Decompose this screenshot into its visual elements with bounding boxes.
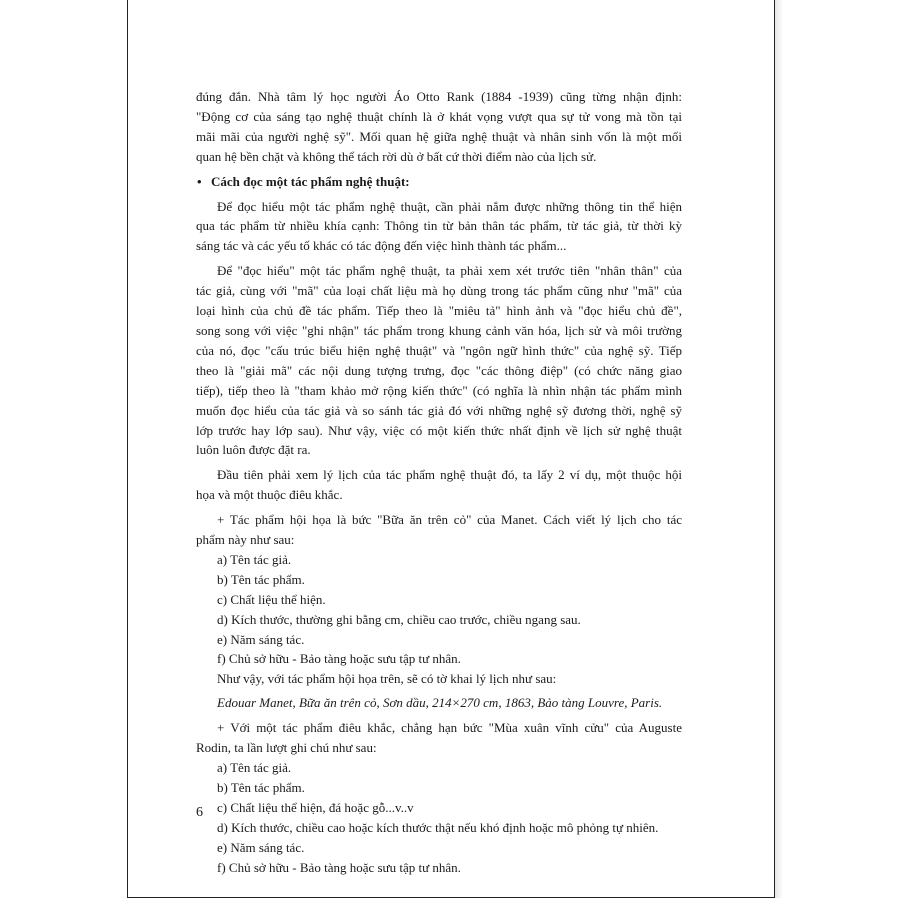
example-record: Edouar Manet, Bữa ăn trên cỏ, Sơn dầu, 214×270 cm, 1863, Bảo tàng Louvre, Paris. xyxy=(217,695,663,711)
page-body xyxy=(196,87,682,877)
list-item: e) Năm sáng tác. xyxy=(217,631,305,647)
text-line: mãi mãi của người nghệ sỹ". Mối quan hệ giữa nghệ thuật và nhân sinh vốn là một mối xyxy=(196,128,682,144)
list-item: b) Tên tác phẩm. xyxy=(217,571,305,587)
text-line: luôn luôn được đặt ra. xyxy=(196,442,311,458)
text-line: loại hình của chủ đề tác phẩm. Tiếp theo là "miêu tả" hình ảnh và "đọc hiểu chủ đề", xyxy=(196,303,682,319)
book-page xyxy=(127,0,775,898)
text-line: Rodin, ta lần lượt ghi chú như sau: xyxy=(196,740,377,756)
list-item: d) Kích thước, chiều cao hoặc kích thước thật nếu khó định hoặc mô phỏng tự nhiên. xyxy=(217,819,659,835)
page-shadow xyxy=(775,0,783,898)
text-line: tác giả, cùng với "mã" của loại chất liệu mà họ dùng trong tác phẩm cũng như "mã" của xyxy=(196,283,682,299)
page-number: 6 xyxy=(196,805,203,820)
text-line: sáng tác và các yếu tố khác có tác động đến việc hình thành tác phẩm... xyxy=(196,238,567,254)
text-line: đúng đắn. Nhà tâm lý học người Áo Otto Rank (1884 -1939) cũng từng nhận định: xyxy=(196,89,682,104)
text-line: "Động cơ của sáng tạo nghệ thuật chính là ở khát vọng vượt qua sự tử vong mà tồn tại xyxy=(196,108,682,124)
text-line: của nó, đọc "cấu trúc biểu hiện nghệ thuật" và "ngôn ngữ hình thức" của nghệ sỹ. Tiếp xyxy=(196,342,682,358)
list-item: c) Chất liệu thể hiện. xyxy=(217,591,326,607)
list-item: d) Kích thước, thường ghi bằng cm, chiều cao trước, chiều ngang sau. xyxy=(217,611,581,627)
bullet-icon: • xyxy=(197,173,202,189)
section-heading xyxy=(196,172,682,192)
text-line: muốn đọc hiểu của tác giả và so sánh tác giả đó với những nghệ sỹ đương thời, nghệ sỹ xyxy=(196,402,682,418)
list-item: f) Chủ sở hữu - Bảo tàng hoặc sưu tập tư nhân. xyxy=(217,859,461,875)
section-heading-text: Cách đọc một tác phẩm nghệ thuật: xyxy=(211,173,410,189)
list-item: c) Chất liệu thể hiện, đá hoặc gỗ...v..v xyxy=(217,799,414,815)
text-line: Đầu tiên phải xem lý lịch của tác phẩm nghệ thuật đó, ta lấy 2 ví dụ, một thuộc hội xyxy=(217,467,682,483)
list-item: b) Tên tác phẩm. xyxy=(217,779,305,795)
text-line: qua tác phẩm từ nhiều khía cạnh: Thông tin từ bản thân tác phẩm, từ tác giả, từ thời kỳ xyxy=(196,218,682,234)
text-line: quan hệ bền chặt và không thể tách rời dù ở bất cứ thời điểm nào của lịch sử. xyxy=(196,148,597,164)
list-item: f) Chủ sở hữu - Bảo tàng hoặc sưu tập tư nhân. xyxy=(217,651,461,667)
text-line: theo là "giải mã" các nội dung tượng trưng, đọc "các thông điệp" (có chức năng giao xyxy=(196,362,682,378)
text-line: + Với một tác phẩm điêu khắc, chẳng hạn bức "Mùa xuân vĩnh cửu" của Auguste xyxy=(217,720,682,736)
list-item: a) Tên tác giả. xyxy=(217,760,292,775)
text-line: lớp trước hay lớp sau). Như vậy, việc có một kiến thức nhất định về lịch sử nghệ thuật xyxy=(196,422,682,438)
text-line: họa và một thuộc điêu khắc. xyxy=(196,487,343,503)
list-item: a) Tên tác giả. xyxy=(217,551,292,567)
text-line: + Tác phẩm hội họa là bức "Bữa ăn trên cỏ" của Manet. Cách viết lý lịch cho tác xyxy=(217,512,682,528)
text-line: phẩm này như sau: xyxy=(196,532,295,548)
text-line: song song với việc "ghi nhận" tác phẩm trong khung cảnh văn hóa, lịch sử và môi trường xyxy=(196,322,682,338)
list-item: e) Năm sáng tác. xyxy=(217,839,305,855)
text-line: Để "đọc hiểu" một tác phẩm nghệ thuật, ta phải xem xét trước tiên "nhân thân" của xyxy=(217,263,682,279)
text-line: Để đọc hiểu một tác phẩm nghệ thuật, cần phải nắm được những thông tin thể hiện xyxy=(217,198,682,214)
list-item: Như vậy, với tác phẩm hội họa trên, sẽ có tờ khai lý lịch như sau: xyxy=(217,671,557,687)
text-line: tiếp), tiếp theo là "tham khảo mở rộng kiến thức" (có nghĩa là nhìn nhận tác phẩm mình xyxy=(196,382,682,398)
